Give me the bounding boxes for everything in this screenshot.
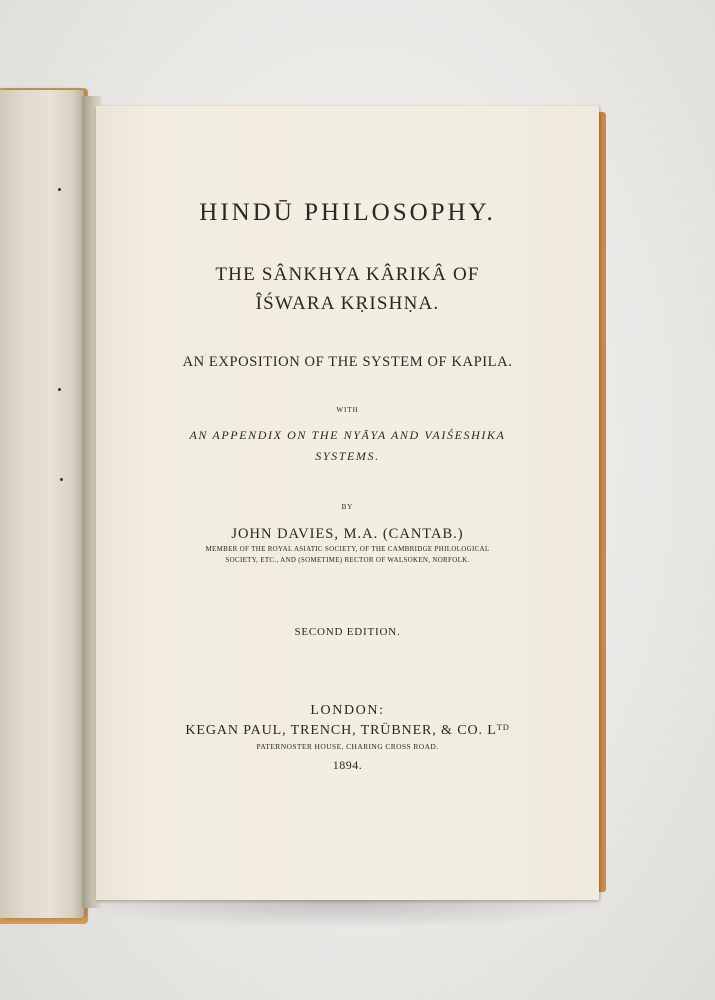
left-page	[0, 90, 84, 918]
exposition-line: AN EXPOSITION OF THE SYSTEM OF KAPILA.	[182, 354, 513, 370]
foxing-spot	[60, 478, 63, 481]
edition-label: SECOND EDITION.	[294, 626, 401, 638]
book-shadow	[60, 900, 620, 930]
publication-place: LONDON:	[310, 703, 385, 718]
subtitle-line-1: THE SÂNKHYA KÂRIKÂ OF	[215, 264, 480, 285]
publisher-address: PATERNOSTER HOUSE, CHARING CROSS ROAD.	[256, 742, 439, 751]
title-page	[96, 106, 599, 900]
author-affiliation-line-1: MEMBER OF THE ROYAL ASIATIC SOCIETY, OF THE CAMBRIDGE PHILOLOGICAL	[205, 545, 490, 553]
publisher-name: KEGAN PAUL, TRENCH, TRÜBNER, & CO. Lᵀᴰ	[185, 723, 510, 738]
with-label: WITH	[336, 406, 359, 414]
appendix-line-1: AN APPENDIX ON THE NYĀYA AND VAIŚESHIKA	[189, 428, 506, 442]
author-affiliation-line-2: SOCIETY, ETC., AND (SOMETIME) RECTOR OF WALSOKEN, NORFOLK.	[225, 556, 470, 564]
book-title: HINDŪ PHILOSOPHY.	[199, 199, 496, 226]
author-name: JOHN DAVIES, M.A. (CANTAB.)	[231, 526, 464, 542]
by-label: BY	[341, 503, 354, 511]
subtitle-line-2: ÎŚWARA KṚISHṆA.	[255, 293, 440, 314]
foxing-spot	[58, 188, 61, 191]
publication-year: 1894.	[332, 758, 363, 772]
appendix-line-2: SYSTEMS.	[315, 449, 380, 463]
foxing-spot	[58, 388, 61, 391]
